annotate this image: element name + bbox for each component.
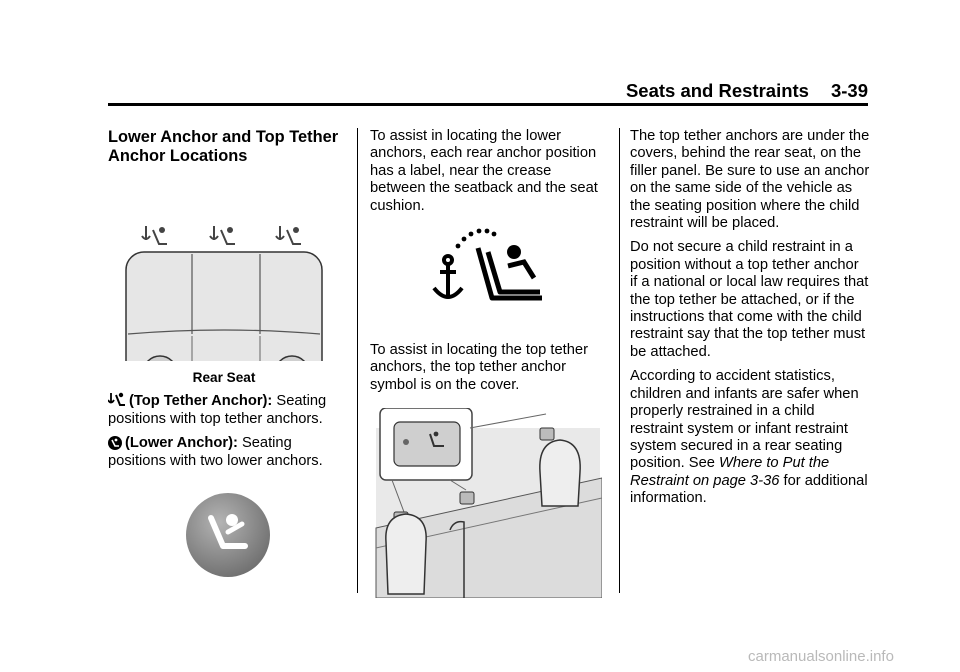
- cross-reference-link[interactable]: Where to Put the Restraint on page 3-36: [630, 455, 830, 489]
- lower-anchor-label-paragraph: To assist in locating the lower anchors, each rear anchor position has a label, near the crease between the seatback and the seat cushion.: [370, 128, 598, 214]
- statistics-text-end: for additional information.: [630, 472, 868, 507]
- tether-law-paragraph: Do not secure a child restraint in a position without a top tether anchor if a national or local law requires that the top tether be attached, or if the instructions that come with the child restraint say that the top tether must be attached.: [630, 239, 869, 360]
- column-3: [630, 128, 870, 515]
- column-1: [108, 128, 340, 580]
- tether-symbol-right-icon: [276, 226, 301, 244]
- page-header: [108, 80, 868, 102]
- lower-anchor-icon: [108, 436, 122, 450]
- column-2: [370, 128, 606, 598]
- anchor-icon: [434, 256, 462, 298]
- column-divider-1: [357, 128, 358, 593]
- tether-symbol-left-icon: [142, 226, 167, 244]
- statistics-paragraph: [630, 368, 870, 507]
- tether-location-paragraph: The top tether anchors are under the covers, behind the rear seat, on the filler panel. Be sure to use an anchor on the same side of the vehicle as the seating position where the child restraint will be placed.: [630, 128, 870, 232]
- lower-anchor-term: (Lower Anchor):: [125, 435, 238, 452]
- top-tether-term: (Top Tether Anchor):: [129, 393, 273, 410]
- tether-anchor-location-illustration: [370, 408, 602, 598]
- header-rule: [108, 103, 868, 106]
- top-tether-description: Seating positions with top tether anchors.: [108, 393, 327, 427]
- column-divider-2: [619, 128, 620, 593]
- lower-anchor-symbol-large: [108, 490, 340, 580]
- top-tether-symbol-paragraph: To assist in locating the top tether anchors, the top tether anchor symbol is on the cover.: [370, 342, 588, 393]
- anchor-cover-detail: [380, 408, 472, 480]
- figure-caption: Rear Seat: [192, 370, 256, 385]
- lower-anchor-definition: [108, 435, 340, 470]
- top-tether-anchor-symbol: [370, 222, 606, 332]
- top-tether-anchor-icon: [108, 392, 126, 408]
- page-number: 3-39: [830, 80, 868, 101]
- section-heading: Lower Anchor and Top Tether Anchor Locations: [108, 128, 339, 165]
- section-title: Seats and Restraints: [625, 80, 809, 101]
- top-tether-definition: [108, 392, 340, 428]
- tether-dotted-arc: [456, 229, 497, 249]
- lower-anchor-description: Seating positions with two lower anchors.: [108, 435, 323, 469]
- tether-symbol-center-icon: [210, 226, 235, 244]
- statistics-text: According to accident statistics, children and infants are safer when properly restrained in a child restraint system or infant restraint system secured in a rear seating position. See: [630, 368, 859, 472]
- watermark: carmanualsonline.info: [748, 648, 894, 665]
- rear-seat-illustration: [108, 176, 340, 361]
